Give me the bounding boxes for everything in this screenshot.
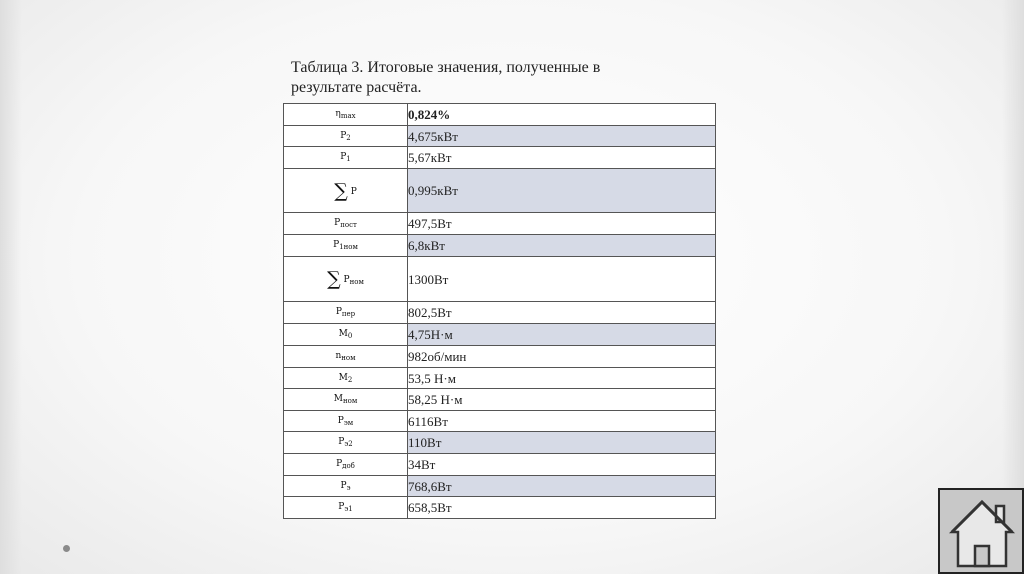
table-row xyxy=(284,324,716,346)
table-caption: Таблица 3. Итоговые значения, полученные в результате расчёта. xyxy=(291,59,601,96)
home-button[interactable] xyxy=(938,488,1024,574)
value-cell: 110Вт xyxy=(408,432,716,454)
value-cell: 4,675кВт xyxy=(408,126,716,147)
value-cell: 497,5Вт xyxy=(408,213,716,235)
symbol-cell: $\eta_{max}$ xyxy=(284,104,408,126)
symbol-cell: $P_{э1}$ xyxy=(284,497,408,519)
symbol-cell: $P_{1ном}$ xyxy=(284,235,408,257)
symbol-cell: $P_{пост}$ xyxy=(284,213,408,235)
value-cell: 0,995кВт xyxy=(408,169,716,213)
value-cell: 58,25 Н·м xyxy=(408,389,716,411)
table-row xyxy=(284,368,716,389)
symbol-cell: $n_{ном}$ xyxy=(284,346,408,368)
bullet-dot xyxy=(63,545,70,552)
value-cell: 4,75Н·м xyxy=(408,324,716,346)
symbol-cell: $P_{эм}$ xyxy=(284,411,408,432)
value-cell: 53,5 Н·м xyxy=(408,368,716,389)
value-cell: 5,67кВт xyxy=(408,147,716,169)
table-row xyxy=(284,346,716,368)
table-row xyxy=(284,104,716,126)
symbol-cell: $P_{доб}$ xyxy=(284,454,408,476)
table-row xyxy=(284,389,716,411)
symbol-cell: $P_э$ xyxy=(284,476,408,497)
value-cell: 6,8кВт xyxy=(408,235,716,257)
table-row xyxy=(284,169,716,213)
symbol-cell: $P_1$ xyxy=(284,147,408,169)
table-row xyxy=(284,213,716,235)
symbol-cell: $P_2$ xyxy=(284,126,408,147)
symbol-cell: $P_{пер}$ xyxy=(284,302,408,324)
symbol-cell: ∑ P xyxy=(284,169,408,213)
symbol-cell: $M_0$ xyxy=(284,324,408,346)
value-cell: 6116Вт xyxy=(408,411,716,432)
table-row xyxy=(284,126,716,147)
table-row xyxy=(284,432,716,454)
value-cell: 658,5Вт xyxy=(408,497,716,519)
table-row xyxy=(284,147,716,169)
table-row xyxy=(284,497,716,519)
table-row xyxy=(284,476,716,497)
symbol-cell: $M_2$ xyxy=(284,368,408,389)
table-row xyxy=(284,235,716,257)
value-cell: 982об/мин xyxy=(408,346,716,368)
symbol-cell: ∑ $P_{ном}$ xyxy=(284,257,408,302)
table-row xyxy=(284,257,716,302)
value-cell: 768,6Вт xyxy=(408,476,716,497)
table-row xyxy=(284,411,716,432)
value-cell: 802,5Вт xyxy=(408,302,716,324)
symbol-cell: $P_{э2}$ xyxy=(284,432,408,454)
table-row xyxy=(284,302,716,324)
value-cell: 0,824% xyxy=(408,104,716,126)
table-row xyxy=(284,454,716,476)
symbol-cell: $M_{ном}$ xyxy=(284,389,408,411)
results-table xyxy=(283,103,716,519)
value-cell: 1300Вт xyxy=(408,257,716,302)
value-cell: 34Вт xyxy=(408,454,716,476)
slide-edge-left xyxy=(0,0,22,574)
